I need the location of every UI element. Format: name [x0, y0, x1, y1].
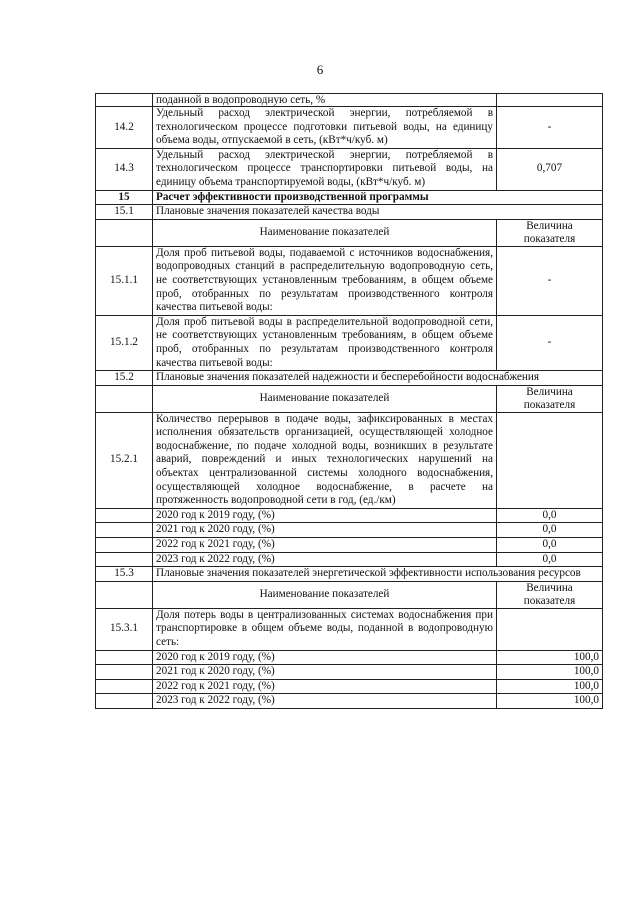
empty-cell: [96, 523, 153, 538]
year-row: [96, 523, 603, 538]
year-label: 2020 год к 2019 году, (%): [153, 650, 497, 665]
year-row: [96, 679, 603, 694]
column-header-value: Величина показателя: [497, 581, 603, 608]
section-title: Расчет эффективности производственной программы: [153, 190, 603, 205]
table-row: [96, 94, 603, 107]
empty-cell: [96, 508, 153, 523]
column-header-name: Наименование показателей: [153, 581, 497, 608]
year-row: [96, 650, 603, 665]
table-row: [96, 412, 603, 508]
row-number: 15.1.1: [96, 246, 153, 315]
year-label: 2023 год к 2022 году, (%): [153, 552, 497, 567]
year-label: 2022 год к 2021 году, (%): [153, 679, 497, 694]
year-value: 0,0: [497, 508, 603, 523]
subsection-number: 15.3: [96, 567, 153, 582]
subsection-title: Плановые значения показателей качества воды: [153, 205, 603, 220]
year-row: [96, 508, 603, 523]
table-row: [96, 315, 603, 370]
year-label: 2022 год к 2021 году, (%): [153, 538, 497, 553]
year-row: [96, 694, 603, 709]
page-number: 6: [316, 62, 324, 77]
year-value: 0,0: [497, 552, 603, 567]
section-row: [96, 190, 603, 205]
empty-cell: [96, 650, 153, 665]
column-header-value: Величина показателя: [497, 219, 603, 246]
row-value: [497, 608, 603, 650]
subsection-title: Плановые значения показателей энергетической эффективности использования ресурсов: [153, 567, 603, 582]
row-value: -: [497, 246, 603, 315]
year-value: 100,0: [497, 679, 603, 694]
year-row: [96, 538, 603, 553]
row-value: [497, 94, 603, 107]
empty-cell: [96, 581, 153, 608]
table-row: [96, 148, 603, 190]
column-header-name: Наименование показателей: [153, 219, 497, 246]
table-row: [96, 246, 603, 315]
row-number: 14.2: [96, 107, 153, 149]
empty-cell: [96, 219, 153, 246]
row-description: Доля проб питьевой воды в распределительной водопроводной сети, не соответствующих установленным требованиям, в общем объеме проб, отобранных по результатам производственного контроля качества питьевой воды:: [153, 315, 497, 370]
column-header-name: Наименование показателей: [153, 385, 497, 412]
year-value: 0,0: [497, 538, 603, 553]
year-label: 2023 год к 2022 году, (%): [153, 694, 497, 709]
row-description: Удельный расход электрической энергии, потребляемой в технологическом процессе транспортировки питьевой воды, на единицу объема транспортируемой воды, (кВт*ч/куб. м): [153, 148, 497, 190]
table-row: [96, 107, 603, 149]
subsection-row: [96, 205, 603, 220]
subsection-row: [96, 567, 603, 582]
empty-cell: [96, 385, 153, 412]
year-value: 100,0: [497, 694, 603, 709]
column-header-row: [96, 581, 603, 608]
row-number: 15.3.1: [96, 608, 153, 650]
row-description: Количество перерывов в подаче воды, зафиксированных в местах исполнения обязательств организацией, осуществляющей холодное водоснабжение, по подаче холодной воды, возникших в результате аварий, повреждений и иных технологических нарушений на объектах централизованной системы холодного водоснабжения, осуществляющей холодное водоснабжение, в расчете на протяженность водопроводной сети в год, (ед./км): [153, 412, 497, 508]
year-label: 2021 год к 2020 году, (%): [153, 523, 497, 538]
row-description: Доля проб питьевой воды, подаваемой с источников водоснабжения, водопроводных станций в распределительную водопроводную сеть, не соответствующих установленным требованиям, в общем объеме проб, отобранных по результатам производственного контроля качества питьевой воды:: [153, 246, 497, 315]
row-value: -: [497, 107, 603, 149]
year-value: 100,0: [497, 665, 603, 680]
row-value: -: [497, 315, 603, 370]
subsection-number: 15.2: [96, 371, 153, 386]
subsection-title: Плановые значения показателей надежности и бесперебойности водоснабжения: [153, 371, 603, 386]
row-value: [497, 412, 603, 508]
table-row: [96, 608, 603, 650]
empty-cell: [96, 538, 153, 553]
indicator-table: [95, 93, 603, 709]
section-number: 15: [96, 190, 153, 205]
row-number: 14.3: [96, 148, 153, 190]
column-header-value: Величина показателя: [497, 385, 603, 412]
empty-cell: [96, 665, 153, 680]
year-row: [96, 552, 603, 567]
empty-cell: [96, 694, 153, 709]
row-number: 15.2.1: [96, 412, 153, 508]
column-header-row: [96, 219, 603, 246]
year-row: [96, 665, 603, 680]
year-value: 100,0: [497, 650, 603, 665]
year-label: 2021 год к 2020 году, (%): [153, 665, 497, 680]
year-value: 0,0: [497, 523, 603, 538]
column-header-row: [96, 385, 603, 412]
row-description: Доля потерь воды в централизованных системах водоснабжения при транспортировке в общем объеме воды, поданной в водопроводную сеть:: [153, 608, 497, 650]
empty-cell: [96, 679, 153, 694]
row-description: поданной в водопроводную сеть, %: [153, 94, 497, 107]
row-number: [96, 94, 153, 107]
subsection-number: 15.1: [96, 205, 153, 220]
row-value: 0,707: [497, 148, 603, 190]
row-description: Удельный расход электрической энергии, потребляемой в технологическом процессе подготовки питьевой воды, на единицу объема воды, отпускаемой в сеть, (кВт*ч/куб. м): [153, 107, 497, 149]
year-label: 2020 год к 2019 году, (%): [153, 508, 497, 523]
empty-cell: [96, 552, 153, 567]
subsection-row: [96, 371, 603, 386]
row-number: 15.1.2: [96, 315, 153, 370]
